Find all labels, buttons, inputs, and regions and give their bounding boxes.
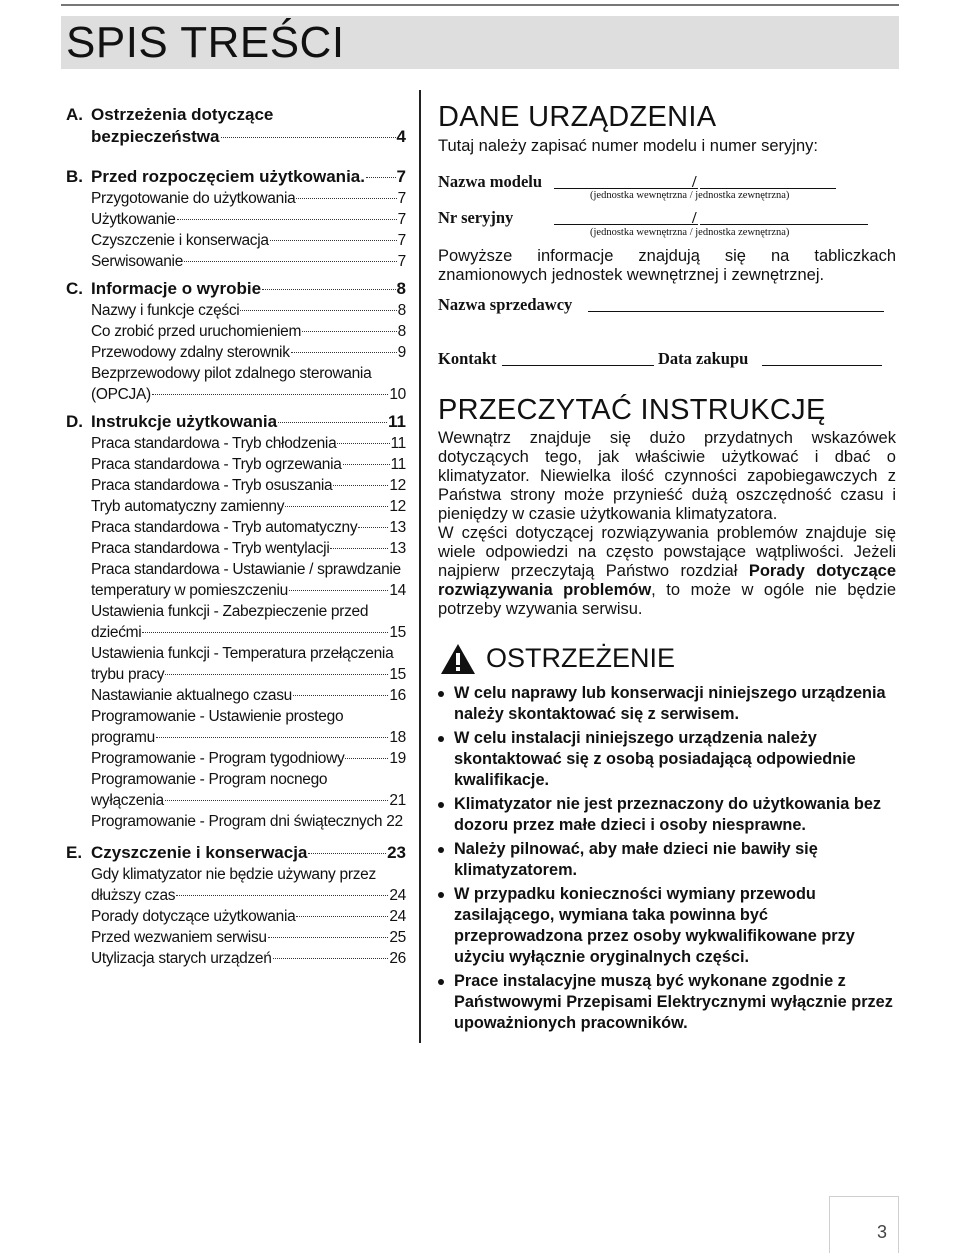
- toc-entry-line: Gdy klimatyzator nie będzie używany przez: [91, 866, 376, 883]
- toc-leader: [285, 506, 388, 507]
- toc-entry[interactable]: [91, 559, 406, 601]
- toc-page-number: 18: [389, 729, 406, 746]
- toc-entry-title: Nazwy i funkcje części: [91, 302, 240, 319]
- toc-entry-line: Bezprzewodowy pilot zdalnego sterowania: [91, 365, 372, 382]
- toc-page-number: 25: [389, 929, 406, 946]
- title-bar: [61, 16, 899, 69]
- toc-page-number: 8: [397, 302, 406, 319]
- toc-leader: [177, 219, 397, 220]
- warning-item-text: W celu instalacji niniejszego urządzenia należy skontaktować się z osobą posiadającą odpowiednie kwalifikacje.: [454, 729, 856, 789]
- toc-entry[interactable]: [91, 906, 406, 927]
- contact-label: Kontakt: [438, 349, 497, 368]
- toc-entry[interactable]: [91, 601, 406, 643]
- toc-leader: [293, 695, 388, 696]
- toc-page-number: 10: [389, 386, 406, 403]
- toc-leader: [176, 895, 388, 896]
- toc-entry[interactable]: [91, 433, 406, 454]
- toc-page-number: 4: [396, 127, 406, 146]
- read-heading: PRZECZYTAĆ INSTRUKCJĘ: [438, 394, 826, 426]
- toc-leader: [345, 758, 388, 759]
- toc-page-number: 7: [397, 232, 406, 249]
- device-heading: DANE URZĄDZENIA: [438, 101, 717, 133]
- model-slash: /: [692, 172, 697, 191]
- model-hint-row: [438, 192, 896, 206]
- toc-entry-title: (OPCJA): [91, 386, 151, 403]
- toc-section-title: Czyszczenie i konserwacja: [91, 843, 308, 862]
- read-p2-start: W części dotyczącej rozwiązywania problemów znajduje się wiele odpowiedzi na często powstające wątpliwości. Jeżeli najpierw przeczytają Państwo rozdział: [438, 524, 896, 580]
- model-row: [438, 172, 896, 192]
- serial-indoor-field[interactable]: [554, 211, 698, 225]
- toc-section[interactable]: [66, 278, 406, 300]
- toc-page-number: 15: [389, 624, 406, 641]
- serial-hint-row: [438, 228, 896, 242]
- toc-leader: [358, 527, 388, 528]
- toc-entry[interactable]: [91, 643, 406, 685]
- toc-leader: [270, 240, 397, 241]
- toc-entry-title: temperatury w pomieszczeniu: [91, 582, 288, 599]
- toc-leader: [268, 937, 389, 938]
- toc-page-number: 22: [386, 813, 403, 830]
- toc-page-number: 7: [397, 253, 406, 270]
- toc-leader: [142, 632, 388, 633]
- toc-entry-title: trybu pracy: [91, 666, 165, 683]
- toc-page-number: 12: [389, 498, 406, 515]
- toc-entry-title: Co zrobić przed uruchomieniem: [91, 323, 302, 340]
- contact-row: [438, 349, 896, 369]
- toc-entry[interactable]: [91, 927, 406, 948]
- toc-leader: [366, 177, 396, 178]
- toc-leader: [152, 394, 388, 395]
- toc-section-letter: E.: [66, 843, 83, 862]
- toc-page-number: 7: [396, 167, 406, 186]
- right-column: [438, 100, 896, 1037]
- read-p2-bold: Porady dotyczące rozwiązywania problemów: [438, 562, 896, 599]
- toc-entry-line: Ustawienia funkcji - Temperatura przełączenia: [91, 645, 394, 662]
- toc-entry-title: Serwisowanie: [91, 253, 184, 270]
- toc-entry-title: Czyszczenie i konserwacja: [91, 232, 269, 249]
- warning-item-text: Należy pilnować, aby małe dzieci nie bawiły się klimatyzatorem.: [454, 840, 818, 879]
- toc-section-title: Instrukcje użytkowania: [91, 412, 278, 431]
- date-label: Data zakupu: [658, 349, 749, 368]
- toc-page-number: 23: [387, 843, 406, 862]
- toc-entry-title: Programowanie - Program dni świątecznych: [91, 813, 383, 830]
- warning-heading: OSTRZEŻENIE: [486, 643, 676, 673]
- toc-leader: [273, 958, 389, 959]
- toc-entry[interactable]: [91, 811, 406, 832]
- read-p2-end: , to może w ogóle nie będzie potrzeby wzywania serwisu.: [438, 581, 896, 618]
- toc-page-number: 7: [397, 211, 406, 228]
- bullet-icon: [438, 892, 444, 898]
- toc-entry[interactable]: [91, 517, 406, 538]
- bullet-icon: [438, 979, 444, 985]
- model-label: Nazwa modelu: [438, 172, 543, 191]
- toc-entry-line: Programowanie - Ustawienie prostego: [91, 708, 344, 725]
- device-intro: Tutaj należy zapisać numer modelu i numer seryjny:: [438, 137, 818, 155]
- toc-entry[interactable]: [91, 321, 406, 342]
- toc-leader: [291, 352, 397, 353]
- toc-page-number: 24: [389, 908, 406, 925]
- toc-entry-title: Praca standardowa - Tryb wentylacji: [91, 540, 330, 557]
- page-number-box: [829, 1196, 899, 1253]
- toc-entry[interactable]: [91, 864, 406, 906]
- toc-entry[interactable]: [91, 475, 406, 496]
- warning-item: [438, 728, 896, 791]
- toc-entry-title: Przewodowy zdalny sterownik: [91, 344, 290, 361]
- contact-field[interactable]: [502, 352, 654, 366]
- toc-section[interactable]: [66, 842, 406, 864]
- toc-section[interactable]: [66, 411, 406, 433]
- toc-page-number: 15: [389, 666, 406, 683]
- toc-entry-title: dziećmi: [91, 624, 142, 641]
- bullet-icon: [438, 847, 444, 853]
- toc-entry-title: Praca standardowa - Tryb automatyczny: [91, 519, 358, 536]
- toc-entry[interactable]: [91, 300, 406, 321]
- top-rule: [61, 4, 899, 6]
- toc-page-number: 14: [389, 582, 406, 599]
- toc-page-number: 21: [389, 792, 406, 809]
- toc-page-number: 24: [389, 887, 406, 904]
- warning-item: [438, 794, 896, 836]
- toc-entry-title: Praca standardowa - Tryb osuszania: [91, 477, 333, 494]
- toc-section[interactable]: [66, 104, 406, 148]
- toc-entry[interactable]: [91, 685, 406, 706]
- bullet-icon: [438, 736, 444, 742]
- serial-label: Nr seryjny: [438, 208, 514, 227]
- seller-row: [438, 295, 896, 315]
- warning-item-text: Prace instalacyjne muszą być wykonane zgodnie z Państwowymi Przepisami Elektrycznymi wyłącznie przez upoważnionych pracowników.: [454, 972, 893, 1032]
- toc-entry[interactable]: [91, 948, 406, 969]
- model-outdoor-field[interactable]: [700, 175, 836, 189]
- toc-leader: [296, 198, 396, 199]
- seller-label: Nazwa sprzedawcy: [438, 295, 573, 314]
- toc-section-title: bezpieczeństwa: [91, 127, 220, 146]
- toc-entry[interactable]: [91, 188, 406, 209]
- toc-leader: [308, 853, 386, 854]
- toc-page-number: 16: [389, 687, 406, 704]
- column-divider: [419, 90, 421, 1043]
- toc-leader: [330, 548, 388, 549]
- toc-entry-title: wyłączenia: [91, 792, 164, 809]
- warning-header: [438, 641, 896, 677]
- serial-hint: (jednostka wewnętrzna / jednostka zewnętrzna): [590, 227, 790, 238]
- page-number: 3: [876, 1222, 887, 1242]
- toc-page-number: 11: [390, 456, 406, 473]
- warning-item: [438, 839, 896, 881]
- warning-item: [438, 683, 896, 725]
- toc-page-number: 11: [388, 412, 406, 431]
- toc-page-number: 8: [396, 279, 406, 298]
- toc-entry-title: Przygotowanie do użytkowania: [91, 190, 296, 207]
- bullet-icon: [438, 691, 444, 697]
- toc-entry-title: Utylizacja starych urządzeń: [91, 950, 272, 967]
- toc-leader: [184, 261, 397, 262]
- toc-section-letter: B.: [66, 167, 83, 186]
- date-field[interactable]: [762, 352, 882, 366]
- toc-entry[interactable]: [91, 209, 406, 230]
- toc-entry[interactable]: [91, 454, 406, 475]
- seller-field[interactable]: [588, 298, 884, 312]
- toc-page-number: 19: [389, 750, 406, 767]
- toc-entry[interactable]: [91, 230, 406, 251]
- serial-row: [438, 208, 896, 228]
- model-hint: (jednostka wewnętrzna / jednostka zewnętrzna): [590, 190, 790, 201]
- read-paragraph-1: Wewnątrz znajduje się dużo przydatnych wskazówek dotyczących tego, jak właściwie użytkować i dbać o klimatyzator. Niewielka ilość czynności zapobiegawczych z Państwa strony może przynieść dużą oszczędność czasu i pieniędzy w czasie użytkowania klimatyzatora.: [438, 429, 896, 523]
- toc-page-number: 12: [389, 477, 406, 494]
- toc-entry-title: Porady dotyczące użytkowania: [91, 908, 296, 925]
- read-paragraph-2: [438, 524, 896, 619]
- toc-section-title: Informacje o wyrobie: [91, 279, 262, 298]
- toc-entry-title: Programowanie - Program tygodniowy: [91, 750, 345, 767]
- toc-page-number: 13: [389, 519, 406, 536]
- warning-triangle-icon: [440, 643, 476, 675]
- toc-leader: [221, 137, 396, 138]
- toc-entry-title: Nastawianie aktualnego czasu: [91, 687, 292, 704]
- toc-leader: [240, 310, 396, 311]
- toc-entry-title: Użytkowanie: [91, 211, 176, 228]
- serial-outdoor-field[interactable]: [700, 211, 868, 225]
- toc-leader: [278, 422, 387, 423]
- toc-entry[interactable]: [91, 342, 406, 363]
- toc-entry[interactable]: [91, 363, 406, 405]
- toc-page-number: 8: [397, 323, 406, 340]
- toc-entry[interactable]: [91, 251, 406, 272]
- page-title: SPIS TREŚCI: [66, 18, 345, 67]
- toc-leader: [165, 674, 388, 675]
- toc-entry-line: Praca standardowa - Ustawianie / sprawdzanie: [91, 561, 401, 578]
- toc-leader: [302, 331, 397, 332]
- toc-entry-line: Programowanie - Program nocnego: [91, 771, 328, 788]
- serial-slash: /: [692, 208, 697, 227]
- toc-entry[interactable]: [91, 769, 406, 811]
- toc-page-number: 9: [397, 344, 406, 361]
- toc-leader: [156, 737, 388, 738]
- device-note: Powyższe informacje znajdują się na tabliczkach znamionowych jednostek wewnętrznej i zewnętrznej.: [438, 247, 896, 284]
- toc-leader: [333, 485, 388, 486]
- toc-leader: [165, 800, 389, 801]
- toc-entry-title: Praca standardowa - Tryb chłodzenia: [91, 435, 337, 452]
- table-of-contents: [66, 104, 406, 969]
- toc-entry[interactable]: [91, 748, 406, 769]
- toc-entry[interactable]: [91, 706, 406, 748]
- toc-entry-title: Tryb automatyczny zamienny: [91, 498, 285, 515]
- toc-leader: [343, 464, 390, 465]
- toc-leader: [262, 289, 395, 290]
- toc-leader: [289, 590, 388, 591]
- model-indoor-field[interactable]: [554, 175, 698, 189]
- warning-item: [438, 971, 896, 1034]
- toc-entry[interactable]: [91, 496, 406, 517]
- warning-list: [438, 683, 896, 1034]
- toc-section-letter: C.: [66, 279, 83, 298]
- toc-page-number: 13: [389, 540, 406, 557]
- toc-entry-title: dłuższy czas: [91, 887, 176, 904]
- toc-entry[interactable]: [91, 538, 406, 559]
- warning-item-text: Klimatyzator nie jest przeznaczony do użytkowania bez dozoru przez małe dzieci i osoby niesprawne.: [454, 795, 882, 834]
- toc-page-number: 11: [390, 435, 406, 452]
- toc-entry-line: Ustawienia funkcji - Zabezpieczenie przed: [91, 603, 369, 620]
- toc-leader: [337, 443, 389, 444]
- toc-entry-title: programu: [91, 729, 155, 746]
- bullet-icon: [438, 802, 444, 808]
- toc-entry-title: Praca standardowa - Tryb ogrzewania: [91, 456, 342, 473]
- warning-item: [438, 884, 896, 968]
- toc-page-number: 7: [397, 190, 406, 207]
- toc-section[interactable]: [66, 166, 406, 188]
- toc-page-number: 26: [389, 950, 406, 967]
- toc-section-title: Przed rozpoczęciem użytkowania.: [91, 167, 365, 186]
- toc-leader: [296, 916, 388, 917]
- toc-entry-title: Przed wezwaniem serwisu: [91, 929, 267, 946]
- toc-section-title-line: Ostrzeżenia dotyczące: [91, 105, 274, 124]
- warning-item-text: W przypadku konieczności wymiany przewodu zasilającego, wymiana taka powinna być przeprowadzona przez osoby wykwalifikowane przy użyciu wyłącznie oryginalnych części.: [454, 885, 855, 966]
- toc-section-letter: A.: [66, 105, 83, 124]
- toc-section-letter: D.: [66, 412, 83, 431]
- warning-item-text: W celu naprawy lub konserwacji niniejszego urządzenia należy skontaktować się z serwisem.: [454, 684, 886, 723]
